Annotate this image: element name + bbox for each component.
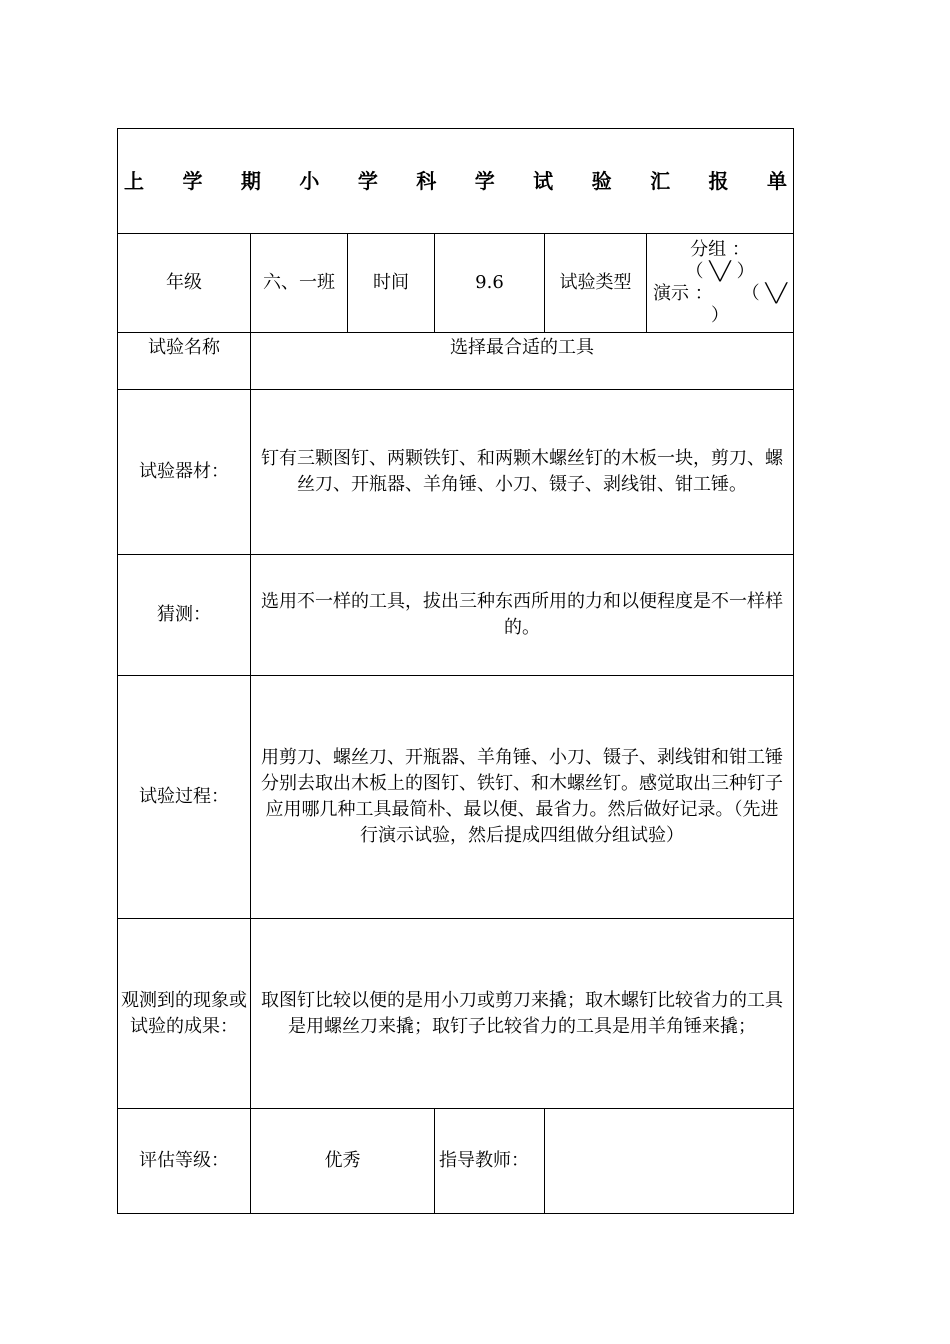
title-char: 单 [766, 169, 787, 193]
type-demo-mark-close: ） [711, 305, 730, 326]
guess-row [118, 555, 794, 676]
name-value: 选择最合适的工具 [251, 333, 794, 390]
result-label: 观测到的现象或试验的成果： [118, 919, 251, 1109]
info-row [118, 234, 794, 333]
title-row [118, 129, 794, 234]
type-value [647, 234, 794, 333]
type-demo-mark: （ ╲╱ [741, 283, 788, 304]
type-demo-label: 演示 ： [653, 283, 713, 304]
title-char: 科 [416, 169, 437, 193]
guess-value: 选用不一样的工具，拔出三种东西所用的力和以便程度是不一样样的。 [251, 555, 794, 676]
title-char: 小 [299, 169, 320, 193]
guess-label: 猜测： [118, 555, 251, 676]
grade-value: 六、一班 [251, 234, 348, 333]
time-label: 时间 [348, 234, 435, 333]
result-row [118, 919, 794, 1109]
title-char: 上 [124, 169, 144, 193]
name-label: 试验名称 [118, 333, 251, 390]
teacher-label: 指导教师： [435, 1109, 545, 1214]
type-group-line [649, 239, 791, 261]
result-value: 取图钉比较以便的是用小刀或剪刀来撬；取木螺钉比较省力的工具是用螺丝刀来撬；取钉子比较省力的工具是用羊角锤来撬； [251, 919, 794, 1109]
type-group-mark-line [649, 261, 791, 283]
teacher-value [545, 1109, 794, 1214]
type-demo-close-line [649, 305, 791, 327]
title-char: 报 [708, 169, 729, 193]
report-sheet [117, 128, 793, 1214]
type-group-label: 分组 ： [690, 239, 750, 260]
report-table [117, 128, 794, 1214]
process-value: 用剪刀、螺丝刀、开瓶器、羊角锤、小刀、镊子、剥线钳和钳工锤分别去取出木板上的图钉、铁钉、和木螺丝钉。感觉取出三种钉子应用哪几种工具最简朴、最以便、最省力。然后做好记录。（先进行演示试验，然后提成四组做分组试验） [251, 676, 794, 919]
title-char: 学 [474, 169, 495, 193]
type-demo-line [649, 283, 791, 305]
eval-label: 评估等级： [118, 1109, 251, 1214]
equipment-value: 钉有三颗图钉、两颗铁钉、和两颗木螺丝钉的木板一块，剪刀、螺丝刀、开瓶器、羊角锤、小刀、镊子、剥线钳、钳工锤。 [251, 390, 794, 555]
title-char: 验 [591, 169, 612, 193]
eval-row [118, 1109, 794, 1214]
title-char: 学 [357, 169, 378, 193]
title-cell [118, 129, 794, 234]
time-value: 9.6 [435, 234, 545, 333]
grade-label: 年级 [118, 234, 251, 333]
report-title [122, 168, 789, 194]
process-label: 试验过程： [118, 676, 251, 919]
eval-value: 优秀 [251, 1109, 435, 1214]
name-row [118, 333, 794, 390]
process-row [118, 676, 794, 919]
type-label: 试验类型 [545, 234, 647, 333]
equipment-label: 试验器材： [118, 390, 251, 555]
title-char: 试 [533, 169, 554, 193]
title-char: 汇 [650, 169, 671, 193]
type-group-mark: （ ╲╱ ） [685, 261, 755, 282]
title-char: 期 [240, 169, 261, 193]
title-char: 学 [182, 169, 203, 193]
equipment-row [118, 390, 794, 555]
